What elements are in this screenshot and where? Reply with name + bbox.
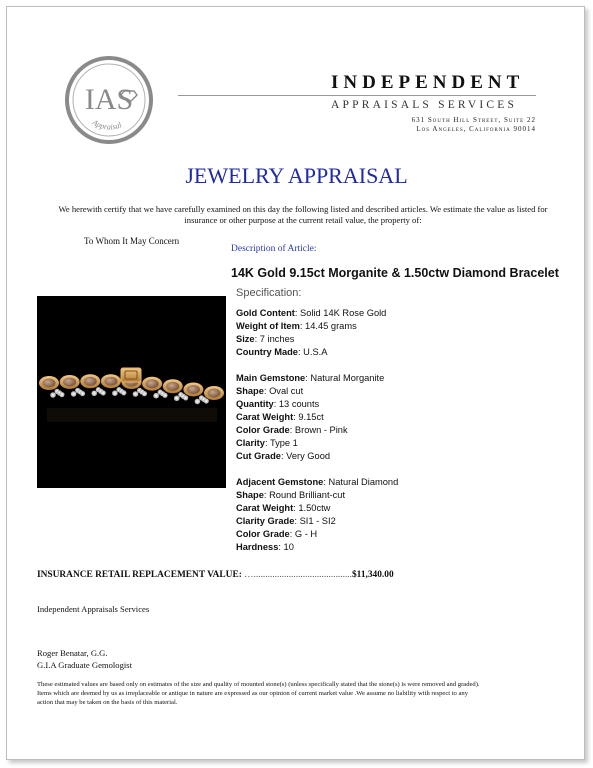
signer-title: G.I.A Graduate Gemologist [37, 660, 132, 670]
spec-key: Weight of Item [236, 321, 300, 331]
spec-key: Cut Grade [236, 451, 281, 461]
spec-value: Solid 14K Rose Gold [300, 308, 387, 318]
spec-key: Carat Weight [236, 412, 294, 422]
spec-row: Color Grade: G - H [236, 529, 318, 539]
spec-row: Clarity Grade: SI1 - SI2 [236, 516, 336, 526]
spec-key: Adjacent Gemstone [236, 477, 324, 487]
spec-value: Round Brilliant-cut [269, 490, 346, 500]
spec-row: Adjacent Gemstone: Natural Diamond [236, 477, 399, 487]
company-name: INDEPENDENT [331, 72, 525, 93]
svg-text:IAS: IAS [84, 83, 134, 116]
spec-row: Size: 7 inches [236, 334, 295, 344]
spec-value: Oval cut [269, 386, 304, 396]
spec-key: Carat Weight [236, 503, 294, 513]
bracelet-photo [37, 296, 226, 488]
spec-row: Quantity: 13 counts [236, 399, 320, 409]
disclaimer: These estimated values are based only on estimates of the size and quality of mounted stone(s) (unless specifically stated that the stone(s) is were removed and graded). Items which are deemed by us as irreplaceable or antique in nature are expressed as our opinion of current market value .We assume no liability with respect to any action that may be taken on the basis of this material. [37, 681, 480, 707]
spec-key: Main Gemstone [236, 373, 306, 383]
spec-key: Clarity Grade [236, 516, 295, 526]
spec-row: Carat Weight: 9.15ct [236, 412, 324, 422]
spec-value: 7 inches [259, 334, 295, 344]
spec-row: Gold Content: Solid 14K Rose Gold [236, 308, 387, 318]
company-subtitle: APPRAISALS SERVICES [331, 99, 518, 111]
header-divider [178, 95, 536, 96]
spec-value: Natural Morganite [310, 373, 385, 383]
specification-label: Specification: [236, 287, 302, 299]
spec-key: Gold Content [236, 308, 295, 318]
insurance-value-label: INSURANCE RETAIL REPLACEMENT VALUE: [37, 570, 242, 580]
company-address-line2: Los Angeles, California 90014 [416, 125, 536, 133]
spec-key: Country Made [236, 347, 298, 357]
spec-key: Color Grade [236, 425, 290, 435]
specifications-list [236, 307, 398, 554]
spec-value: U.S.A [303, 347, 328, 357]
spec-row: Hardness: 10 [236, 542, 294, 552]
spec-key: Quantity [236, 399, 274, 409]
item-title: 14K Gold 9.15ct Morganite & 1.50ctw Diamond Bracelet [231, 266, 559, 280]
ias-logo-seal [64, 55, 154, 145]
spec-value: 10 [283, 542, 294, 552]
company-address-line1: 631 South Hill Street, Suite 22 [411, 116, 536, 124]
spec-key: Clarity [236, 438, 265, 448]
certification-intro: We herewith certify that we have carefully examined on this day the following listed and described articles. We estimate the value as listed for insurance or other purpose at the current retail value, the property of: [58, 204, 548, 225]
recipient: To Whom It May Concern [84, 236, 180, 246]
description-label: Description of Article: [231, 244, 317, 254]
spec-row: Carat Weight: 1.50ctw [236, 503, 331, 513]
spec-key: Size [236, 334, 255, 344]
spec-row: Shape: Oval cut [236, 386, 304, 396]
svg-text:Appraisal: Appraisal [90, 117, 123, 132]
signer-name: Roger Benatar, G.G. [37, 648, 108, 658]
spec-value: Natural Diamond [328, 477, 399, 487]
spec-value: G - H [294, 529, 318, 539]
spec-row: Main Gemstone: Natural Morganite [236, 373, 385, 383]
footer-company: Independent Appraisals Services [37, 604, 150, 614]
spec-row: Weight of Item: 14.45 grams [236, 321, 357, 331]
spec-value: Brown - Pink [294, 425, 348, 435]
spec-key: Color Grade [236, 529, 290, 539]
spec-value: 14.45 grams [305, 321, 357, 331]
spec-value: Type 1 [269, 438, 298, 448]
insurance-value-amount: $11,340.00 [351, 570, 394, 580]
insurance-value-line [37, 570, 394, 580]
spec-row: Country Made: U.S.A [236, 347, 328, 357]
spec-row: Cut Grade: Very Good [236, 451, 331, 461]
spec-row: Clarity: Type 1 [236, 438, 298, 448]
spec-value: Very Good [286, 451, 331, 461]
spec-value: 9.15ct [298, 412, 324, 422]
document-title: JEWELRY APPRAISAL [185, 163, 408, 188]
spec-value: 13 counts [278, 399, 320, 409]
value-leader-dots: ….......................................... [244, 570, 352, 580]
spec-key: Hardness [236, 542, 279, 552]
spec-key: Shape [236, 490, 264, 500]
spec-key: Shape [236, 386, 264, 396]
spec-value: SI1 - SI2 [299, 516, 336, 526]
spec-row: Color Grade: Brown - Pink [236, 425, 348, 435]
spec-row: Shape: Round Brilliant-cut [236, 490, 346, 500]
spec-value: 1.50ctw [298, 503, 331, 513]
